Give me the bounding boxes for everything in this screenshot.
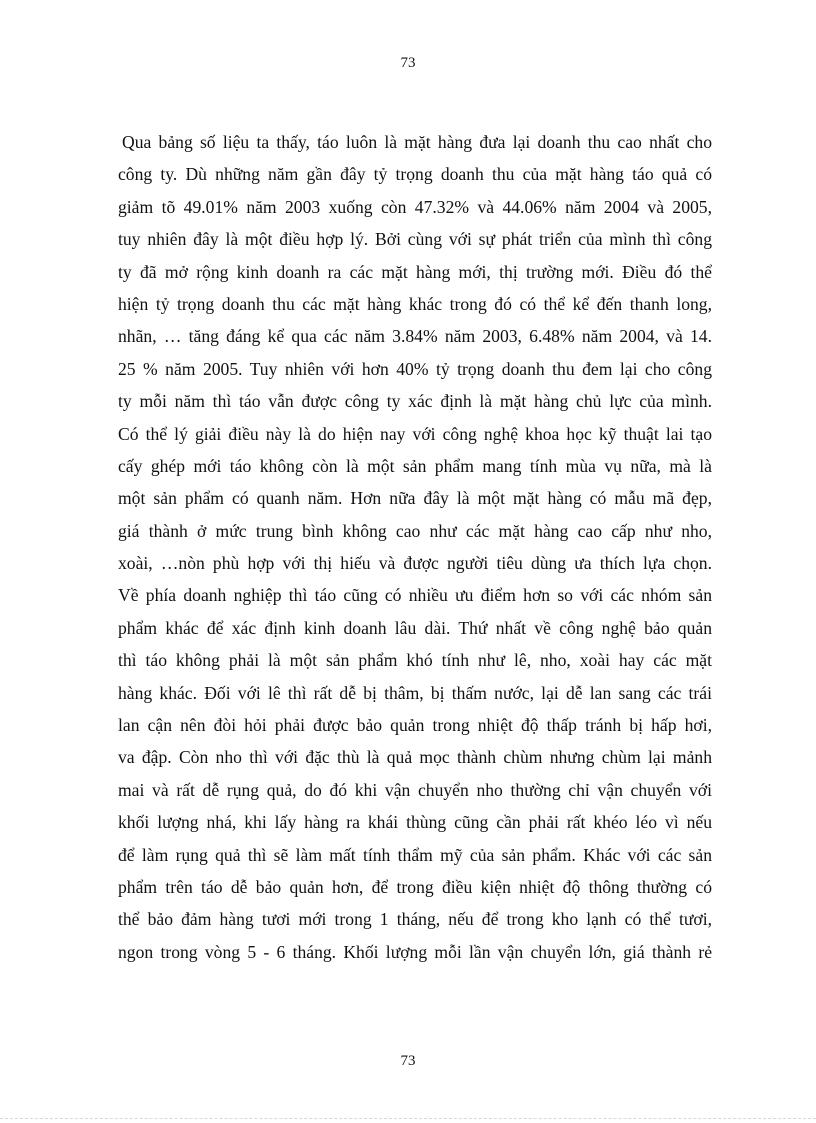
text-line: thì táo không phải là một sản phẩm khó tính như lê, nho, xoài hay các mặt [118, 650, 712, 671]
text-line: hiện tỷ trọng doanh thu các mặt hàng khác trong đó có thể kể đến thanh long, [118, 293, 712, 314]
page-number-top: 73 [400, 55, 416, 71]
text-line: va đập. Còn nho thì với đặc thù là quả mọc thành chùm nhưng chùm lại mảnh [118, 747, 712, 768]
text-line: giá thành ở mức trung bình không cao như các mặt hàng cao cấp như nho, [118, 520, 712, 541]
text-line: ty đã mở rộng kinh doanh ra các mặt hàng mới, thị trường mới. Điều đó thể [118, 261, 712, 282]
text-line: để làm rụng quả thì sẽ làm mất tính thẩm mỹ của sản phẩm. Khác với các sản [118, 844, 712, 865]
text-line: công ty. Dù những năm gần đây tỷ trọng doanh thu của mặt hàng táo quả có [118, 164, 712, 185]
text-line: Về phía doanh nghiệp thì táo cũng có nhiều ưu điểm hơn so với các nhóm sản [118, 585, 712, 606]
text-line: phẩm khác để xác định kinh doanh lâu dài. Thứ nhất về công nghệ bảo quản [118, 617, 712, 638]
text-line: khối lượng nhá, khi lấy hàng ra khái thùng cũng cần phải rất khéo léo vì nếu [118, 812, 712, 833]
text-line: mai và rất dễ rụng quả, do đó khi vận chuyển nho thường chỉ vận chuyển với [118, 779, 712, 800]
text-line: ngon trong vòng 5 - 6 tháng. Khối lượng mỗi lần vận chuyển lớn, giá thành rẻ [118, 941, 712, 962]
text-line: tuy nhiên đây là một điều hợp lý. Bởi cùng với sự phát triển của mình thì công [118, 229, 712, 250]
text-line: thể bảo đảm hàng tươi mới trong 1 tháng, nếu để trong kho lạnh có thể tươi, [118, 909, 712, 930]
text-line: lan cận nên đòi hỏi phải được bảo quản trong nhiệt độ thấp tránh bị hấp hơi, [118, 715, 712, 736]
page-edge-divider [0, 1118, 816, 1119]
text-line: hàng khác. Đối với lê thì rất dễ bị thâm, bị thấm nước, lại dễ lan sang các trái [118, 682, 712, 703]
text-line: phẩm trên táo dễ bảo quản hơn, để trong điều kiện nhiệt độ thông thường có [118, 876, 712, 897]
text-line: Qua bảng số liệu ta thấy, táo luôn là mặt hàng đưa lại doanh thu cao nhất cho [122, 132, 712, 152]
text-line: cấy ghép mới táo không còn là một sản phẩm mang tính mùa vụ nữa, mà là [118, 455, 712, 476]
text-line: một sản phẩm có quanh năm. Hơn nữa đây là một mặt hàng có mẫu mã đẹp, [118, 488, 712, 509]
text-line: ty mỗi năm thì táo vẫn được công ty xác định là mặt hàng chủ lực của mình. [118, 391, 712, 412]
page-number-bottom: 73 [400, 1053, 416, 1069]
body-paragraph [118, 126, 712, 968]
text-line: Có thể lý giải điều này là do hiện nay với công nghệ khoa học kỹ thuật lai tạo [118, 423, 712, 444]
text-line: nhãn, … tăng đáng kể qua các năm 3.84% năm 2003, 6.48% năm 2004, và 14. [118, 326, 712, 347]
text-line: giảm tõ 49.01% năm 2003 xuống còn 47.32% và 44.06% năm 2004 và 2005, [118, 196, 712, 217]
text-line: xoài, …nòn phù hợp với thị hiếu và được người tiêu dùng ưa thích lựa chọn. [118, 553, 712, 574]
text-line: 25 % năm 2005. Tuy nhiên với hơn 40% tỷ trọng doanh thu đem lại cho công [118, 358, 712, 379]
